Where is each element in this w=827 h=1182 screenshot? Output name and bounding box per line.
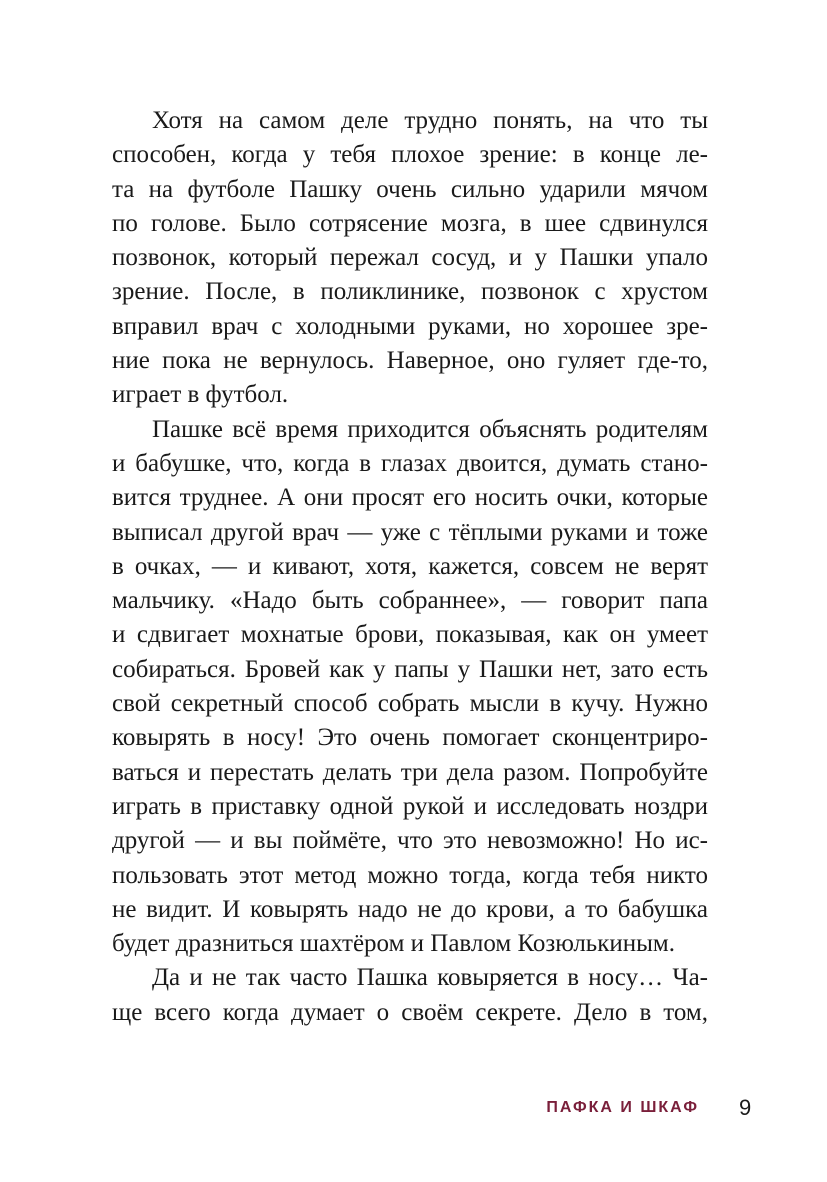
text-line: играть в приставку одной рукой и исследовать ноздри — [112, 792, 708, 820]
text-line: ковырять в носу! Это очень помогает сконцентриро- — [112, 724, 708, 752]
text-line: та на футболе Пашку очень сильно ударили мячом — [112, 175, 708, 203]
paragraph-3 — [112, 961, 708, 1030]
body-text — [112, 104, 708, 1030]
text-line: вправил врач с холодными руками, но хорошее зре- — [112, 312, 708, 340]
text-line: выписал другой врач — уже с тёплыми руками и тоже — [112, 518, 708, 546]
text-line: не видит. И ковырять надо не до крови, а то бабушка — [112, 895, 708, 923]
text-line: будет дразниться шахтёром и Павлом Козюлькиным. — [112, 930, 675, 958]
text-line: пользовать этот метод можно тогда, когда тебя никто — [112, 861, 708, 889]
text-line: свой секретный способ собрать мысли в кучу. Нужно — [112, 690, 708, 718]
running-title: ПАФКА И ШКАФ — [546, 1099, 699, 1116]
text-line: по голове. Было сотрясение мозга, в шее сдвинулся — [112, 209, 708, 237]
text-line: Хотя на самом деле трудно понять, на что ты — [152, 107, 708, 134]
text-line: способен, когда у тебя плохое зрение: в конце ле- — [112, 141, 708, 169]
text-line: зрение. После, в поликлинике, позвонок с хрустом — [112, 278, 708, 306]
text-line: и сдвигает мохнатые брови, показывая, как он умеет — [112, 621, 708, 649]
text-line: в очках, — и кивают, хотя, кажется, совсем не верят — [112, 552, 708, 580]
text-line: ваться и перестать делать три дела разом. Попробуйте — [112, 758, 708, 786]
text-line: играет в футбол. — [112, 381, 289, 409]
paragraph-2 — [112, 413, 708, 962]
text-line: мальчику. «Надо быть собраннее», — говорит папа — [112, 587, 708, 615]
text-line: другой — и вы поймёте, что это невозможно! Но ис- — [112, 827, 708, 855]
text-line: Да и не так часто Пашка ковыряется в носу… Ча- — [152, 964, 708, 992]
text-line: Пашке всё время приходится объяснять родителям — [152, 415, 708, 443]
text-line: и бабушке, что, когда в глазах двоится, думать стано- — [112, 449, 708, 477]
page-number: 9 — [739, 1095, 752, 1120]
text-line: ще всего когда думает о своём секрете. Дело в том, — [112, 998, 708, 1026]
text-line: собираться. Бровей как у папы у Пашки нет, зато есть — [112, 655, 708, 683]
text-line: позвонок, который пережал сосуд, и у Пашки упало — [112, 244, 708, 272]
text-line: вится труднее. А они просят его носить очки, которые — [112, 484, 708, 512]
paragraph-1 — [112, 104, 708, 413]
text-line: ние пока не вернулось. Наверное, оно гуляет где-то, — [112, 347, 708, 375]
page-footer — [0, 1097, 827, 1127]
